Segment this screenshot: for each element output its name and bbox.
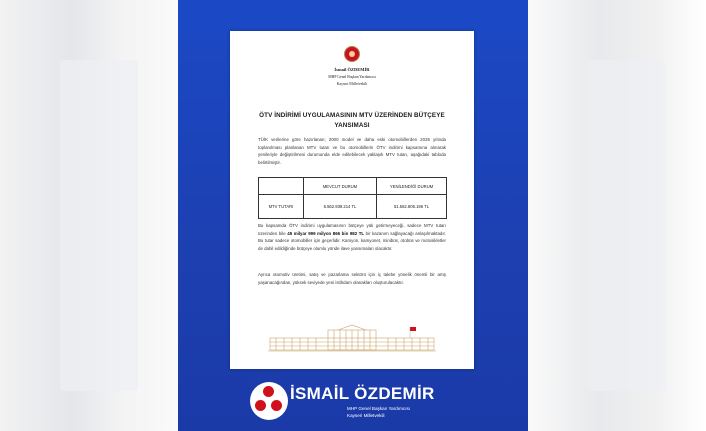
document-author-role: MHP Genel Başkan Yardımcısı (328, 75, 376, 79)
table-cell: 5.562.939.214 TL (304, 195, 377, 219)
budget-paragraph-start: Bu kapsamda ÖTV indirimi uygulamasının bütçeye yük getirmeyeceği, sadece MTV tutarı üzerinden bile (258, 223, 446, 236)
table-cell: MTV TUTARI (259, 195, 304, 219)
mhp-three-crescents-logo (250, 382, 288, 420)
budget-paragraph-end: bir kazanım sağlayacağı anlaşılmaktadır. Bu tutar sadece otomobiller için geçerlidir. Kamyon, kamyonet, minibüs, otobüs ve motosikletler de dahil edildiğinde bütçeye olumlu yönde ilave yansımaları olacaktır. (258, 230, 446, 251)
brand-subtitle-city: Kayseri Milletvekili (347, 413, 385, 418)
document-author-name: İsmail ÖZDEMİR (334, 67, 370, 72)
budget-paragraph (258, 222, 446, 252)
brand-logo (250, 382, 440, 428)
table-header-cell: YENİLENDİĞİ DURUM (377, 178, 447, 195)
press-document (230, 31, 474, 369)
budget-gain-amount: 45 milyar 999 milyon 866 bin 982 TL (287, 230, 365, 236)
brand-name: İSMAİL ÖZDEMİR (290, 384, 435, 403)
document-author-city: Kayseri Milletvekili (336, 82, 368, 86)
table-header-row (259, 178, 447, 195)
blue-post-canvas (178, 0, 528, 431)
table-header-cell: MEVCUT DURUM (304, 178, 377, 195)
parliament-building-icon (268, 324, 436, 352)
blurred-background-left (0, 0, 178, 431)
employment-paragraph: Ayrıca otomotiv üretimi, satış ve pazarlama sektörü için iç talebe yönelik önemli bir artış yaşanacağından, yüksek seviyede yeni istihdam olanakları oluşturulacaktır. (258, 272, 446, 285)
table-cell: 51.562.806.196 TL (377, 195, 447, 219)
party-seal-icon (344, 46, 360, 62)
blurred-background-right (528, 0, 706, 431)
document-title: ÖTV İNDİRİMİ UYGULAMASININ MTV ÜZERİNDEN BÜTÇEYE YANSIMASI (259, 112, 445, 129)
table-header-cell (259, 178, 304, 195)
mtv-table (258, 177, 447, 219)
brand-subtitle-role: MHP Genel Başkan Yardımcısı (347, 406, 411, 411)
table-row (259, 195, 447, 219)
intro-paragraph: TÜİK verilerine göre hazırlanan; 2000 model ve daha eski otomobillerden 2026 yılında toplanılması planlanan MTV tutarı ve bu otomobillerin ÖTV indirimi kapsamına alınarak yenileriyle değiştirilmesi durumunda elde edilebilecek yaklaşık MTV tutarı, aşağıdaki tabloda belirtilmiştir. (258, 137, 446, 165)
